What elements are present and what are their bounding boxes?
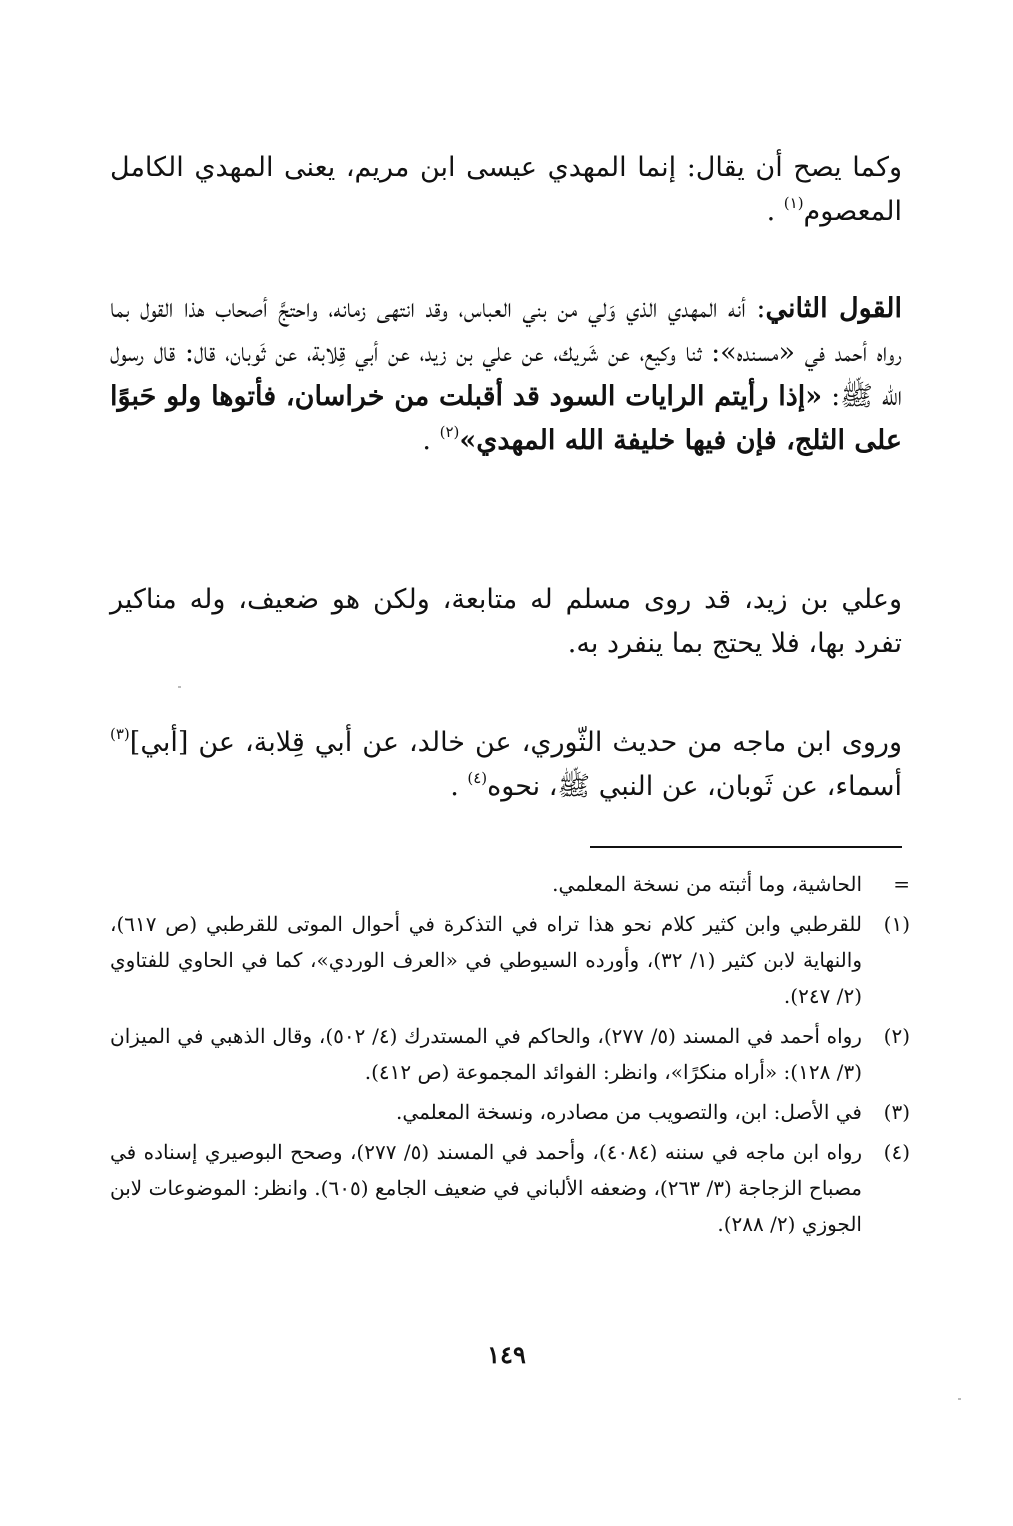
footnote-marker: =: [893, 872, 910, 896]
paragraph-1-end: .: [766, 196, 784, 227]
page-number: ١٤٩: [487, 1340, 526, 1369]
footnote-text: للقرطبي وابن كثير كلام نحو هذا تراه في التذكرة في أحوال الموتى للقرطبي (ص ٦١٧)، والنهاية لابن كثير (١/ ٣٢)، وأورده السيوطي في «العرف الوردي»، كما في الحاوي للفتاوي (٢/ ٢٤٧).: [110, 912, 862, 1008]
paragraph-4: [110, 721, 902, 809]
footnote-ref-1: (١): [783, 194, 804, 212]
footnote-4: [110, 1134, 910, 1242]
footnote-2: [110, 1018, 910, 1090]
paragraph-2: [110, 287, 902, 463]
footnote-ref-2: (٢): [439, 423, 460, 441]
hadith-quote: «إذا رأيتم الرايات السود قد أقبلت من خراسان، فأتوها ولو حَبوًا على الثلج، فإن فيها خليفة الله المهدي»: [110, 381, 902, 456]
footnote-number: (٤): [883, 1140, 910, 1164]
paragraph-2-end: .: [422, 425, 440, 456]
paragraph-1-text: وكما يصح أن يقال: إنما المهدي عيسى ابن مريم، يعنى المهدي الكامل المعصوم: [110, 152, 902, 227]
paragraph-4-text-2: أسماء، عن ثَوبان، عن النبي ﷺ، نحوه: [487, 771, 902, 802]
footnote-separator: [590, 846, 902, 848]
footnote-number: (٣): [883, 1100, 910, 1124]
footnote-text: رواه ابن ماجه في سننه (٤٠٨٤)، وأحمد في المسند (٥/ ٢٧٧)، وصحح البوصيري إسناده في مصباح الزجاجة (٣/ ٢٦٣)، وضعفه الألباني في ضعيف الجامع (٦٠٥). وانظر: الموضوعات لابن الجوزي (٢/ ٢٨٨).: [110, 1140, 863, 1236]
paragraph-3: [110, 578, 902, 666]
footnote-3: [110, 1094, 910, 1130]
paragraph-4-end: .: [450, 771, 468, 802]
footnote-1: [110, 906, 910, 1014]
footnote-text: الحاشية، وما أثبته من نسخة المعلمي.: [552, 872, 862, 896]
paragraph-2-heading: القول الثاني: [765, 293, 902, 324]
footnotes: [110, 866, 910, 1246]
footnote-text: رواه أحمد في المسند (٥/ ٢٧٧)، والحاكم في المستدرك (٤/ ٥٠٢)، وقال الذهبي في الميزان (٣/ ١٢٨): «أراه منكرًا»، وانظر: الفوائد المجموعة (ص ٤١٢).: [110, 1024, 862, 1084]
paragraph-2-text: : أنه المهدي الذي وَلي من بني العباس، وقد انتهى زمانه، واحتجَّ أصحاب هذا القول بما رواه أحمد في «مسنده»: ثنا وكيع، عن شَريك، عن علي بن زيد، عن أبي قِلابة، عن ثَوبان، قال: قال رسول الله ﷺ:: [110, 293, 902, 412]
footnote-ref-3: (٣): [110, 725, 130, 743]
paragraph-1: [110, 146, 902, 234]
footnote-continuation: [110, 866, 910, 902]
scan-speck: [178, 686, 181, 688]
footnote-text: في الأصل: ابن، والتصويب من مصادره، ونسخة المعلمي.: [396, 1100, 862, 1124]
paragraph-3-text: وعلي بن زيد، قد روى مسلم له متابعة، ولكن هو ضعيف، وله مناكير تفرد بها، فلا يحتج بما ينفرد به.: [110, 584, 902, 659]
footnote-number: (٢): [883, 1024, 910, 1048]
footnote-number: (١): [883, 912, 910, 936]
paragraph-4-text: وروى ابن ماجه من حديث الثّوري، عن خالد، عن أبي قِلابة، عن [أبي]: [129, 727, 902, 758]
footnote-ref-4: (٤): [467, 769, 488, 787]
scan-speck: [958, 1398, 961, 1400]
